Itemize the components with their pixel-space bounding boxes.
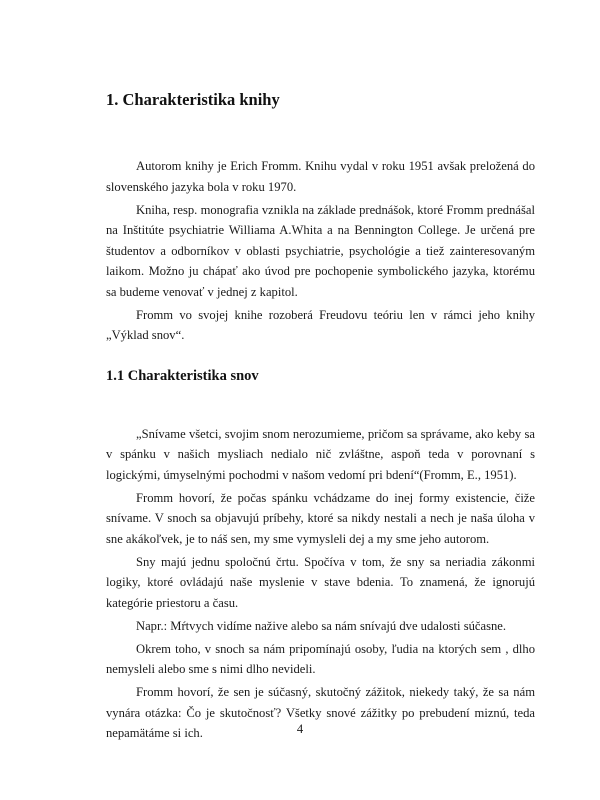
spacer: [106, 346, 535, 365]
section-heading: 1.1 Charakteristika snov: [106, 367, 259, 384]
chapter-heading: 1. Charakteristika knihy: [106, 90, 280, 109]
paragraph-quote: „Snívame všetci, svojim snom nerozumieme, pričom sa správame, ako keby sa v spánku v našich mysliach nedialo nič zvláštne, aspoň teda v porovnaní s logickými, úmyselnými pochodmi v našom vedomí pri bdení“(Fromm, E., 1951).: [106, 426, 535, 482]
paragraph-reality: Fromm hovorí, že sen je súčasný, skutočný zážitok, niekedy taký, že sa nám vynára otázka: Čo je skutočnosť? Všetky snové zážitky po prebudení miznú, teda nepamätáme si ich.: [106, 685, 535, 740]
page-content: [106, 88, 535, 744]
spacer: [106, 387, 535, 424]
paragraph-existence: Fromm hovorí, že počas spánku vchádzame do inej formy existencie, čiže snívame. V snoch sa objavujú príbehy, ktoré sa nikdy nestali a nech je naša úloha v sne akákoľvek, je to náš sen, my sme vymysleli dej a my sme jeho autorom.: [106, 490, 535, 546]
paragraph-example: Napr.: Mŕtvych vidíme naživе alebo sa nám snívajú dve udalosti súčasne.: [136, 618, 507, 633]
paragraph-logic: Sny majú jednu spoločnú črtu. Spočíva v tom, že sny sa neriadia zákonmi logiky, ktoré ovládajú naše myslenie v stave bdenia. To znamená, že ignorujú kategórie priestoru a času.: [106, 554, 535, 610]
page-number: 4: [296, 722, 304, 736]
paragraph-persons: Okrem toho, v snoch sa nám pripomínajú osoby, ľudia na ktorých sem , dlho nemysleli alebo sme s nimi dlho nevideli.: [106, 641, 535, 676]
paragraph-freud-theory: Fromm vo svojej knihe rozoberá Freudovu teóriu len v rámci jeho knihy „Výklad snov“.: [106, 307, 535, 342]
spacer: [106, 112, 535, 156]
paragraph-monograph: Kniha, resp. monografia vznikla na základe prednášok, ktoré Fromm prednášal na Inštitúte psychiatrie Williama A.Whita a na Bennington College. Je určená pre študentov a odborníkov v oblasti psychiatrie, psychológie a tiež zainteresovaným laikom. Možno ju chápať ako úvod pre pochopenie symbolického jazyka, ktorému sa budeme venovať v jednej z kapitol.: [106, 202, 535, 299]
paragraph-author: Autorom knihy je Erich Fromm. Knihu vydal v roku 1951 avšak preložená do slovenského jazyka bola v roku 1970.: [106, 159, 535, 194]
